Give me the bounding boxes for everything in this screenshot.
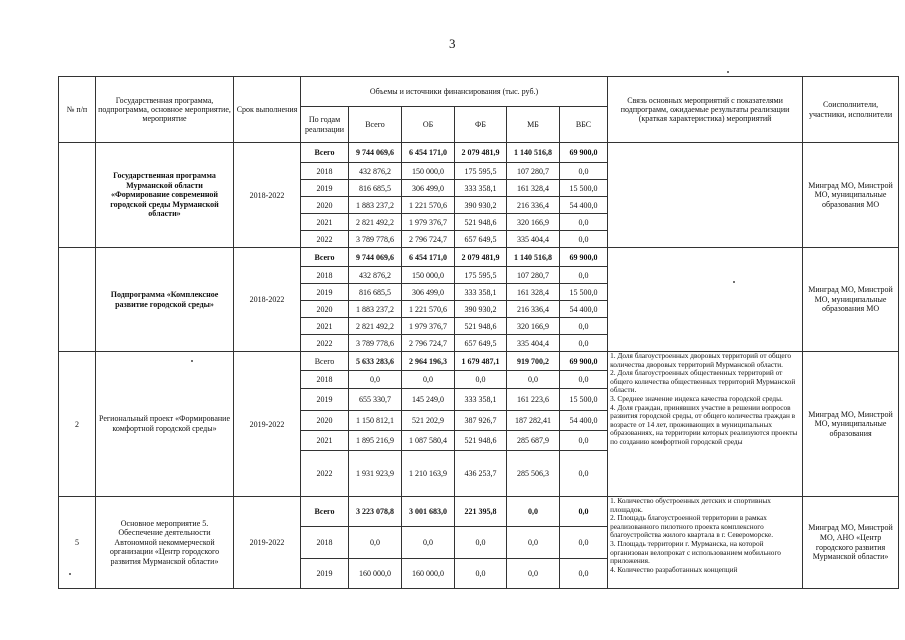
header-fb: ФБ [455,107,507,143]
amount-total: 816 685,5 [349,284,402,301]
amount-vbs: 0,0 [560,527,608,559]
amount-total: 0,0 [349,527,402,559]
amount-total: 816 685,5 [349,180,402,197]
year-cell: 2018 [301,371,349,389]
amount-total: 1 931 923,9 [349,451,402,497]
section-number [59,143,96,248]
section-term: 2019-2022 [234,352,301,497]
section-term: 2018-2022 [234,143,301,248]
table-row [59,248,899,267]
header-total: Всего [349,107,402,143]
amount-fb: 0,0 [455,371,507,389]
year-cell: 2021 [301,431,349,451]
amount-vbs: 0,0 [560,335,608,352]
amount-mb: 216 336,4 [507,197,560,214]
amount-vbs: 0,0 [560,163,608,180]
year-cell: 2019 [301,180,349,197]
amount-total: 655 330,7 [349,389,402,411]
table-body [59,143,899,589]
section-term: 2018-2022 [234,248,301,352]
amount-total: 0,0 [349,371,402,389]
header-link: Связь основных мероприятий с показателями подпрограмм, ожидаемые результаты реализации (краткая характеристика) мероприятий [608,77,803,143]
year-cell: 2021 [301,318,349,335]
amount-fb: 0,0 [455,559,507,589]
year-cell: 2019 [301,284,349,301]
amount-mb: 0,0 [507,371,560,389]
amount-total: 3 789 778,6 [349,231,402,248]
amount-vbs: 0,0 [560,267,608,284]
year-cell: 2019 [301,389,349,411]
amount-vbs: 0,0 [560,431,608,451]
amount-mb: 161 223,6 [507,389,560,411]
section-partners: Минград МО, Минстрой МО, муниципальные образования МО [803,248,899,352]
header-partners: Соисполнители, участники, исполнители [803,77,899,143]
year-cell: 2018 [301,267,349,284]
year-cell: 2020 [301,197,349,214]
amount-mb: 335 404,4 [507,231,560,248]
amount-vbs: 0,0 [560,559,608,589]
amount-mb: 1 140 516,8 [507,248,560,267]
amount-fb: 521 948,6 [455,431,507,451]
section-number: 2 [59,352,96,497]
year-cell: 2022 [301,451,349,497]
amount-ob: 1 221 570,6 [402,197,455,214]
amount-vbs: 0,0 [560,497,608,527]
year-cell: 2018 [301,527,349,559]
year-cell: Всего [301,143,349,163]
amount-mb: 107 280,7 [507,163,560,180]
amount-total: 2 821 492,2 [349,214,402,231]
section-term: 2019-2022 [234,497,301,589]
amount-vbs: 69 900,0 [560,352,608,371]
amount-fb: 390 930,2 [455,197,507,214]
year-cell: 2019 [301,559,349,589]
amount-fb: 521 948,6 [455,214,507,231]
amount-vbs: 0,0 [560,451,608,497]
amount-total: 1 883 237,2 [349,197,402,214]
section-description: 1. Количество обустроенных детских и спортивных площадок. 2. Площадь благоустроенной территории в рамках реализованного пилотного проекта комплексного благоустройства жилого квартала в г. Североморске. 3. Площадь территории г. Мурманска, на которой организован велопрокат с использованием мобильного приложения. 4. Количество разработанных концепций [608,497,803,589]
amount-mb: 320 166,9 [507,214,560,231]
amount-total: 160 000,0 [349,559,402,589]
section-name: Государственная программа Мурманской области «Формирование современной городской среды Мурманской области» [96,143,234,248]
section-name: Подпрограмма «Комплексное развитие городской среды» [96,248,234,352]
amount-mb: 919 700,2 [507,352,560,371]
section-description [608,143,803,248]
amount-ob: 1 979 376,7 [402,214,455,231]
year-cell: 2022 [301,231,349,248]
amount-vbs: 69 900,0 [560,143,608,163]
year-cell: Всего [301,352,349,371]
amount-ob: 160 000,0 [402,559,455,589]
amount-total: 1 150 812,1 [349,411,402,431]
amount-vbs: 0,0 [560,371,608,389]
amount-ob: 6 454 171,0 [402,143,455,163]
amount-vbs: 54 400,0 [560,301,608,318]
amount-ob: 1 210 163,9 [402,451,455,497]
amount-total: 432 876,2 [349,267,402,284]
amount-fb: 0,0 [455,527,507,559]
amount-ob: 306 499,0 [402,284,455,301]
amount-vbs: 15 500,0 [560,389,608,411]
section-name: Основное мероприятие 5. Обеспечение деятельности Автономной некоммерческой организации «Центр городского развития Мурманской области» [96,497,234,589]
amount-vbs: 0,0 [560,231,608,248]
section-description [608,248,803,352]
amount-fb: 333 358,1 [455,389,507,411]
amount-ob: 2 796 724,7 [402,231,455,248]
amount-total: 2 821 492,2 [349,318,402,335]
amount-ob: 145 249,0 [402,389,455,411]
amount-mb: 107 280,7 [507,267,560,284]
amount-vbs: 0,0 [560,318,608,335]
amount-mb: 320 166,9 [507,318,560,335]
amount-total: 1 895 216,9 [349,431,402,451]
amount-ob: 3 001 683,0 [402,497,455,527]
amount-fb: 175 595,5 [455,267,507,284]
amount-mb: 1 140 516,8 [507,143,560,163]
amount-fb: 387 926,7 [455,411,507,431]
amount-fb: 333 358,1 [455,180,507,197]
year-cell: 2020 [301,411,349,431]
amount-mb: 187 282,41 [507,411,560,431]
table-row [59,352,899,371]
amount-mb: 335 404,4 [507,335,560,352]
amount-mb: 161 328,4 [507,180,560,197]
amount-fb: 2 079 481,9 [455,248,507,267]
amount-ob: 0,0 [402,527,455,559]
amount-ob: 1 087 580,4 [402,431,455,451]
year-cell: 2022 [301,335,349,352]
year-cell: 2021 [301,214,349,231]
section-partners: Минград МО, Минстрой МО, АНО «Центр городского развития Мурманской области» [803,497,899,589]
section-partners: Минград МО, Минстрой МО, муниципальные образования [803,352,899,497]
amount-ob: 150 000,0 [402,163,455,180]
amount-total: 1 883 237,2 [349,301,402,318]
amount-total: 9 744 069,6 [349,248,402,267]
header-mb: МБ [507,107,560,143]
year-cell: Всего [301,497,349,527]
amount-fb: 436 253,7 [455,451,507,497]
header-funding: Объемы и источники финансирования (тыс. руб.) [301,77,608,107]
amount-ob: 1 221 570,6 [402,301,455,318]
header-vbs: ВБС [560,107,608,143]
amount-ob: 521 202,9 [402,411,455,431]
amount-mb: 285 506,3 [507,451,560,497]
amount-vbs: 54 400,0 [560,197,608,214]
amount-total: 3 789 778,6 [349,335,402,352]
amount-fb: 221 395,8 [455,497,507,527]
amount-mb: 0,0 [507,527,560,559]
scan-speck [727,71,729,73]
section-description: 1. Доля благоустроенных дворовых территорий от общего количества дворовых территорий Мурманской области. 2. Доля благоустроенных общественных территорий от общего количества общественных территорий Мурманской области. 3. Среднее значение индекса качества городской среды. 4. Доля граждан, принявших участие в решении вопросов развития городской среды, от общего количества граждан в возрасте от 14 лет, проживающих в муниципальных образованиях, на территории которых реализуются проекты по созданию комфортной городской среды [608,352,803,497]
amount-fb: 1 679 487,1 [455,352,507,371]
amount-vbs: 15 500,0 [560,180,608,197]
financing-table [58,76,899,589]
amount-mb: 161 328,4 [507,284,560,301]
section-partners: Минград МО, Минстрой МО, муниципальные образования МО [803,143,899,248]
amount-total: 5 633 283,6 [349,352,402,371]
amount-fb: 521 948,6 [455,318,507,335]
table-row [59,497,899,527]
amount-fb: 2 079 481,9 [455,143,507,163]
section-number [59,248,96,352]
amount-vbs: 69 900,0 [560,248,608,267]
header-by-year: По годам реализации [301,107,349,143]
amount-fb: 657 649,5 [455,231,507,248]
amount-ob: 0,0 [402,371,455,389]
amount-mb: 0,0 [507,559,560,589]
table-row [59,143,899,163]
amount-vbs: 15 500,0 [560,284,608,301]
year-cell: Всего [301,248,349,267]
amount-mb: 0,0 [507,497,560,527]
year-cell: 2020 [301,301,349,318]
amount-vbs: 0,0 [560,214,608,231]
amount-ob: 306 499,0 [402,180,455,197]
amount-mb: 285 687,9 [507,431,560,451]
year-cell: 2018 [301,163,349,180]
amount-total: 9 744 069,6 [349,143,402,163]
amount-ob: 2 964 196,3 [402,352,455,371]
section-name: Региональный проект «Формирование комфортной городской среды» [96,352,234,497]
amount-fb: 390 930,2 [455,301,507,318]
page-number: 3 [449,36,456,51]
header-ob: ОБ [402,107,455,143]
amount-fb: 175 595,5 [455,163,507,180]
amount-ob: 6 454 171,0 [402,248,455,267]
amount-ob: 1 979 376,7 [402,318,455,335]
header-term: Срок выполнения [234,77,301,143]
amount-fb: 657 649,5 [455,335,507,352]
section-number: 5 [59,497,96,589]
header-num: № п/п [59,77,96,143]
amount-mb: 216 336,4 [507,301,560,318]
header-name: Государственная программа, подпрограмма, основное мероприятие, мероприятие [96,77,234,143]
amount-total: 3 223 078,8 [349,497,402,527]
amount-fb: 333 358,1 [455,284,507,301]
amount-ob: 2 796 724,7 [402,335,455,352]
amount-ob: 150 000,0 [402,267,455,284]
amount-vbs: 54 400,0 [560,411,608,431]
amount-total: 432 876,2 [349,163,402,180]
